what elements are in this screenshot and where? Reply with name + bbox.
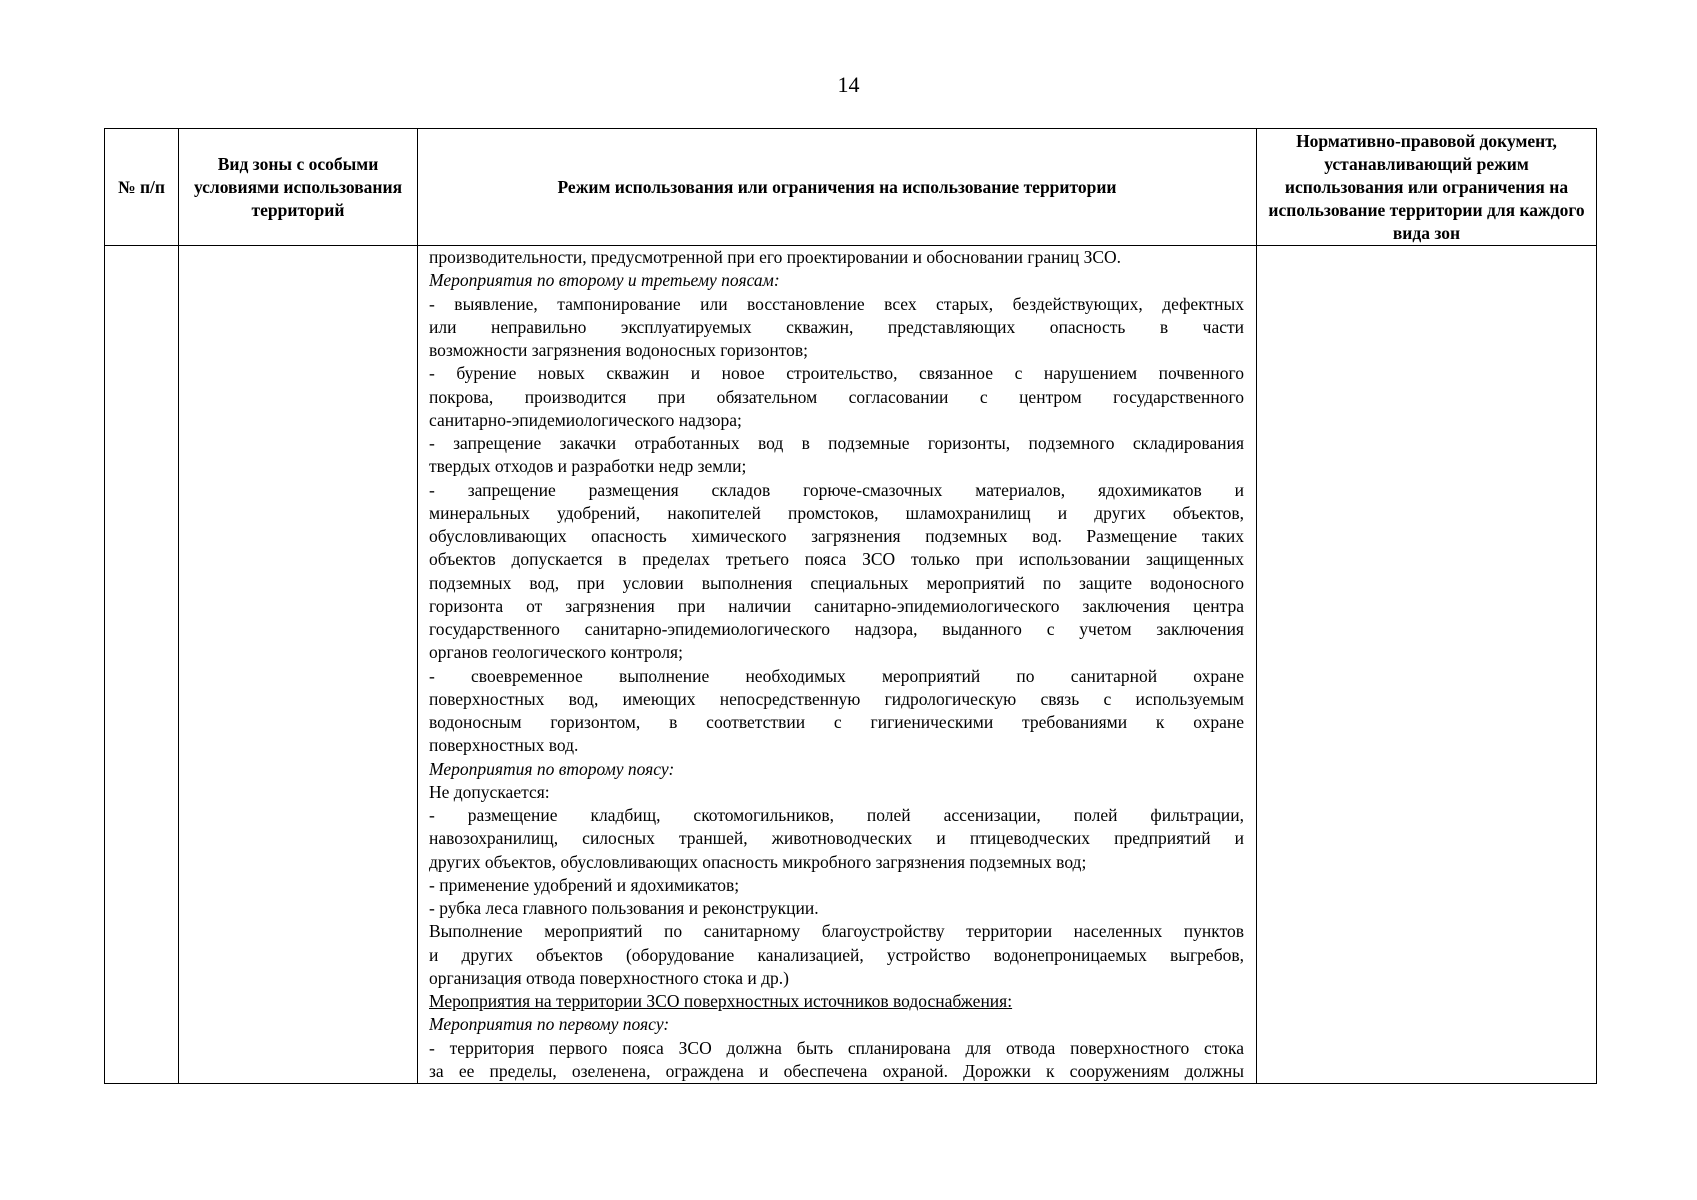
header-num: № п/п xyxy=(105,129,179,246)
text-line: - запрещение размещения складов горюче-смазочных материалов, ядохимикатов и xyxy=(429,479,1244,500)
text-line: водоносным горизонтом, в соответствии с гигиеническими требованиями к охране xyxy=(429,712,1244,732)
text-line: организация отвода поверхностного стока и др.) xyxy=(429,967,790,988)
text-line: санитарно-эпидемиологического надзора; xyxy=(429,409,742,430)
cell-regime-text xyxy=(418,246,1257,1084)
text-line: других объектов, обусловливающих опасность микробного загрязнения подземных вод; xyxy=(429,851,1087,872)
text-line: обусловливающих опасность химического загрязнения подземных вод. Размещение таких xyxy=(429,526,1244,546)
text-line: подземных вод, при условии выполнения специальных мероприятий по защите водоносного xyxy=(429,572,1244,593)
section-heading-underlined: Мероприятия на территории ЗСО поверхностных источников водоснабжения: xyxy=(429,991,1013,1011)
header-normative-document: Нормативно-правовой документ, устанавливающий режим использования или ограничения на использование территории для каждого вида зон xyxy=(1257,129,1597,246)
text-line: возможности загрязнения водоносных горизонтов; xyxy=(429,340,809,360)
text-line: поверхностных вод, имеющих непосредственную гидрологическую связь с используемым xyxy=(429,688,1244,709)
section-heading-italic: Мероприятия по первому поясу: xyxy=(429,1014,670,1035)
text-line: и других объектов (оборудование канализацией, устройство водонепроницаемых выгребов, xyxy=(429,944,1244,965)
text-line: Не допускается: xyxy=(429,781,550,802)
cell-num xyxy=(105,246,179,1084)
text-line: объектов допускается в пределах третьего пояса ЗСО только при использовании защищенных xyxy=(429,549,1244,570)
section-heading-italic: Мероприятия по второму поясу: xyxy=(429,758,675,779)
section-heading-italic: Мероприятия по второму и третьему поясам: xyxy=(429,270,780,291)
text-line: - бурение новых скважин и новое строительство, связанное с нарушением почвенного xyxy=(429,363,1244,384)
cell-zone-type xyxy=(179,246,418,1084)
page-number: 14 xyxy=(837,72,860,97)
text-line: твердых отходов и разработки недр земли; xyxy=(429,456,747,477)
text-line: поверхностных вод. xyxy=(429,735,579,756)
header-regime: Режим использования или ограничения на использование территории xyxy=(418,129,1257,246)
text-line: за ее пределы, озеленена, ограждена и обеспечена охраной. Дорожки к сооружениям должны xyxy=(429,1060,1244,1081)
table-header-row xyxy=(105,129,1597,246)
cell-normative-document xyxy=(1257,246,1597,1084)
text-line: навозохранилищ, силосных траншей, животноводческих и птицеводческих предприятий и xyxy=(429,828,1244,849)
text-line: производительности, предусмотренной при его проектировании и обосновании границ ЗСО. xyxy=(429,247,1122,267)
text-line: горизонта от загрязнения при наличии санитарно-эпидемиологического заключения центра xyxy=(429,595,1244,616)
text-line: - размещение кладбищ, скотомогильников, полей ассенизации, полей фильтрации, xyxy=(429,805,1244,825)
text-line: - своевременное выполнение необходимых мероприятий по санитарной охране xyxy=(429,665,1244,686)
text-line: или неправильно эксплуатируемых скважин, представляющих опасность в части xyxy=(429,316,1244,337)
text-line: Выполнение мероприятий по санитарному благоустройству территории населенных пунктов xyxy=(429,921,1244,942)
header-zone-type: Вид зоны с особыми условиями использования территорий xyxy=(179,129,418,246)
text-line: минеральных удобрений, накопителей промстоков, шламохранилищ и других объектов, xyxy=(429,502,1244,523)
text-line: - запрещение закачки отработанных вод в подземные горизонты, подземного складирования xyxy=(429,433,1244,453)
zone-regime-table xyxy=(104,128,1597,1084)
text-line: органов геологического контроля; xyxy=(429,642,683,663)
text-line: - применение удобрений и ядохимикатов; xyxy=(429,874,740,895)
table-row xyxy=(105,246,1597,1084)
text-line: покрова, производится при обязательном согласовании с центром государственного xyxy=(429,386,1244,407)
text-line: - выявление, тампонирование или восстановление всех старых, бездействующих, дефектных xyxy=(429,293,1244,314)
text-line: - рубка леса главного пользования и реконструкции. xyxy=(429,898,819,918)
text-line: - территория первого пояса ЗСО должна быть спланирована для отвода поверхностного стока xyxy=(429,1037,1244,1058)
text-line: государственного санитарно-эпидемиологического надзора, выданного с учетом заключения xyxy=(429,619,1244,639)
